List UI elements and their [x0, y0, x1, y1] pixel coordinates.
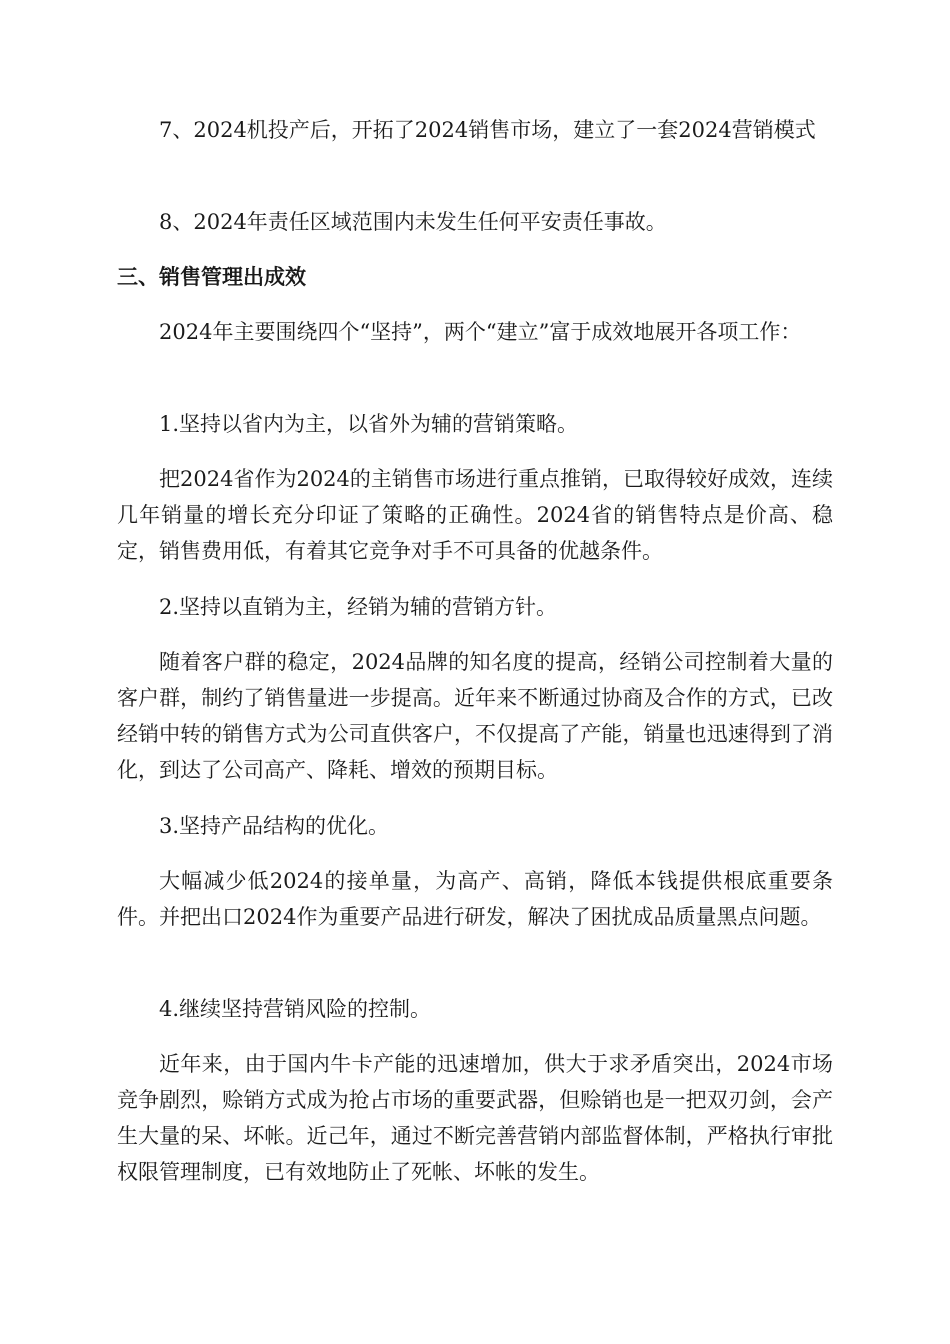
subheading-3: 3.坚持产品结构的优化。 [159, 814, 390, 838]
section-heading-3: 三、销售管理出成效 [117, 265, 306, 289]
body-paragraph-4: 近年来，由于国内牛卡产能的迅速增加，供大于求矛盾突出，2024市场竞争剧烈，赊销方式成为抢占市场的重要武器，但赊销也是一把双刃剑，会产生大量的呆、坏帐。近己年，通过不断完善营销内部监督体制，严格执行审批权限管理制度，已有效地防止了死帐、坏帐的发生。 [117, 1052, 833, 1184]
body-paragraph-3: 大幅减少低2024的接单量，为高产、高销，降低本钱提供根底重要条件。并把出口2024作为重要产品进行研发，解决了困扰成品质量黑点问题。 [117, 869, 833, 929]
body-paragraph-1: 把2024省作为2024的主销售市场进行重点推销，已取得较好成效，连续几年销量的增长充分印证了策略的正确性。2024省的销售特点是价高、稳定，销售费用低，有着其它竞争对手不可具备的优越条件。 [117, 467, 833, 563]
body-paragraph-2: 随着客户群的稳定，2024品牌的知名度的提高，经销公司控制着大量的客户群，制约了销售量进一步提高。近年来不断通过协商及合作的方式，已改经销中转的销售方式为公司直供客户，不仅提高了产能，销量也迅速得到了消化，到达了公司高产、降耗、增效的预期目标。 [117, 650, 833, 782]
subheading-2: 2.坚持以直销为主，经销为辅的营销方针。 [159, 595, 558, 619]
section-intro-paragraph: 2024年主要围绕四个“坚持”，两个“建立”富于成效地展开各项工作： [159, 320, 802, 344]
paragraph-item-7: 7、2024机投产后，开拓了2024销售市场，建立了一套2024营销模式 [159, 118, 816, 142]
subheading-1: 1.坚持以省内为主，以省外为辅的营销策略。 [159, 412, 579, 436]
subheading-4: 4.继续坚持营销风险的控制。 [159, 997, 432, 1021]
paragraph-item-8: 8、2024年责任区域范围内未发生任何平安责任事故。 [159, 210, 667, 234]
